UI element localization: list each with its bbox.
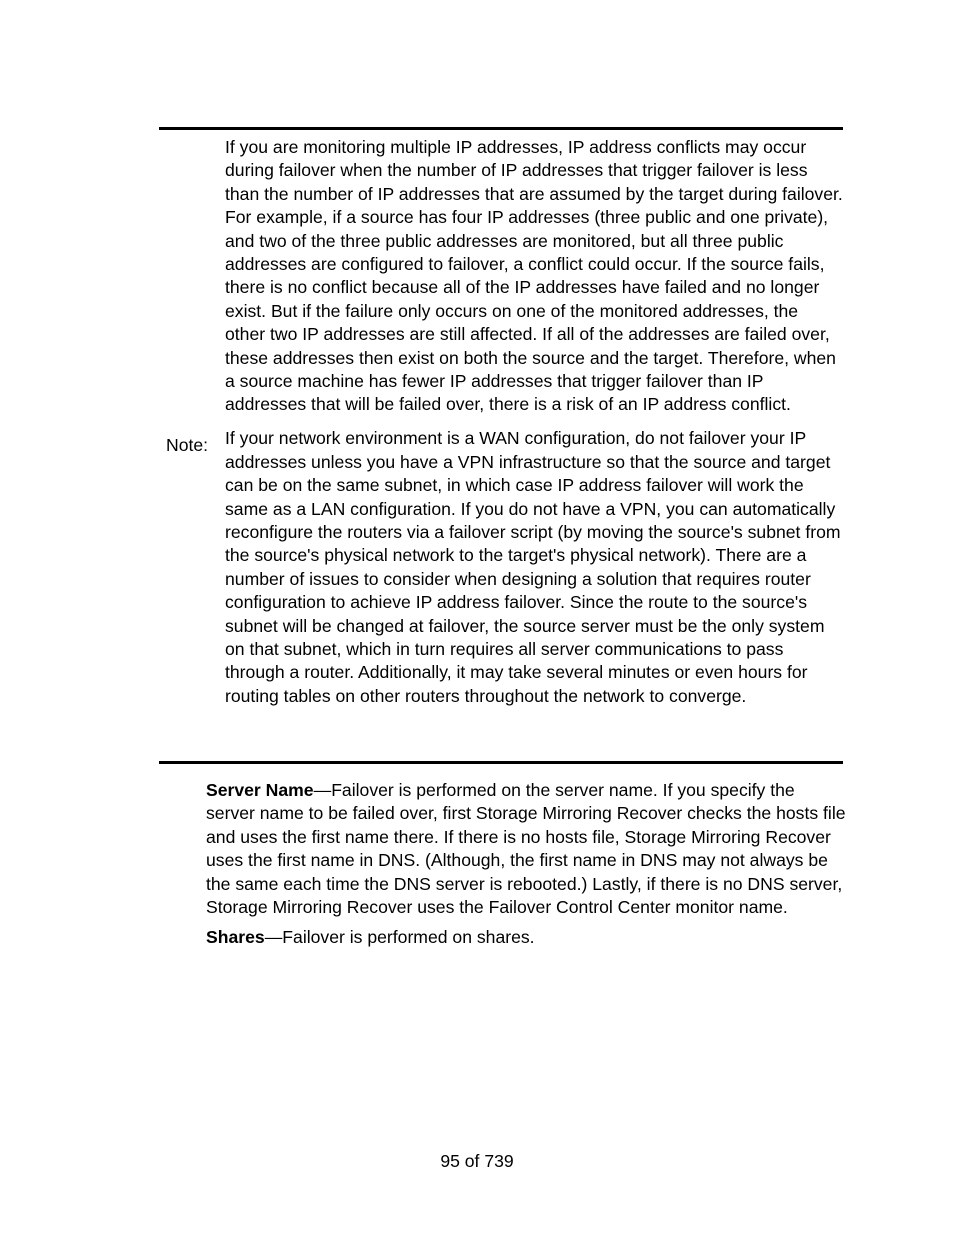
- failover-items: [206, 779, 846, 949]
- note-bottom-rule: [159, 761, 843, 764]
- item-text-shares: —Failover is performed on shares.: [264, 926, 535, 947]
- note-top-rule: [159, 127, 843, 130]
- note-paragraph-wan-configuration: If your network environment is a WAN configuration, do not failover your IP addresses unless you have a VPN infrastructure so that the source and target can be on the same subnet, in which case IP address failover will work the same as a LAN configuration. If you do not have a VPN, you can automatically reconfigure the routers via a failover script (by moving the source's subnet from the source's physical network to the target's physical network). There are a number of issues to consider when designing a solution that requires router configuration to achieve IP address failover. Since the route to the source's subnet will be changed at failover, the source server must be the only system on that subnet, which in turn requires all server communications to pass through a router. Additionally, it may take several minutes or even hours for routing tables on other routers throughout the network to converge.: [225, 428, 841, 706]
- note-body: [225, 136, 843, 708]
- note-label: Note:: [166, 435, 209, 455]
- item-term-shares: Shares: [206, 926, 265, 947]
- page-number: 95 of 739: [440, 1151, 514, 1171]
- item-text-server-name: —Failover is performed on the server name. If you specify the server name to be failed over, first Storage Mirroring Recover checks the hosts file and uses the first name there. If there is no hosts file, Storage Mirroring Recover uses the first name in DNS. (Although, the first name in DNS may not always be the same each time the DNS server is rebooted.) Lastly, if there is no DNS server, Storage Mirroring Recover uses the Failover Control Center monitor name.: [206, 780, 846, 918]
- note-paragraph-ip-conflicts: If you are monitoring multiple IP addresses, IP address conflicts may occur during failover when the number of IP addresses that trigger failover is less than the number of IP addresses that are assumed by the target during failover. For example, if a source has four IP addresses (three public and one private), and two of the three public addresses are monitored, but all three public addresses are configured to failover, a conflict could occur. If the source fails, there is no conflict because all of the IP addresses have failed and no longer exist. But if the failure only occurs on one of the monitored addresses, the other two IP addresses are still affected. If all of the addresses are failed over, these addresses then exist on both the source and the target. Therefore, when a source machine has fewer IP addresses that trigger failover than IP addresses that will be failed over, there is a risk of an IP address conflict.: [225, 137, 843, 415]
- item-term-server-name: Server Name: [206, 780, 314, 800]
- item-shares: [206, 926, 846, 949]
- item-server-name: [206, 779, 846, 919]
